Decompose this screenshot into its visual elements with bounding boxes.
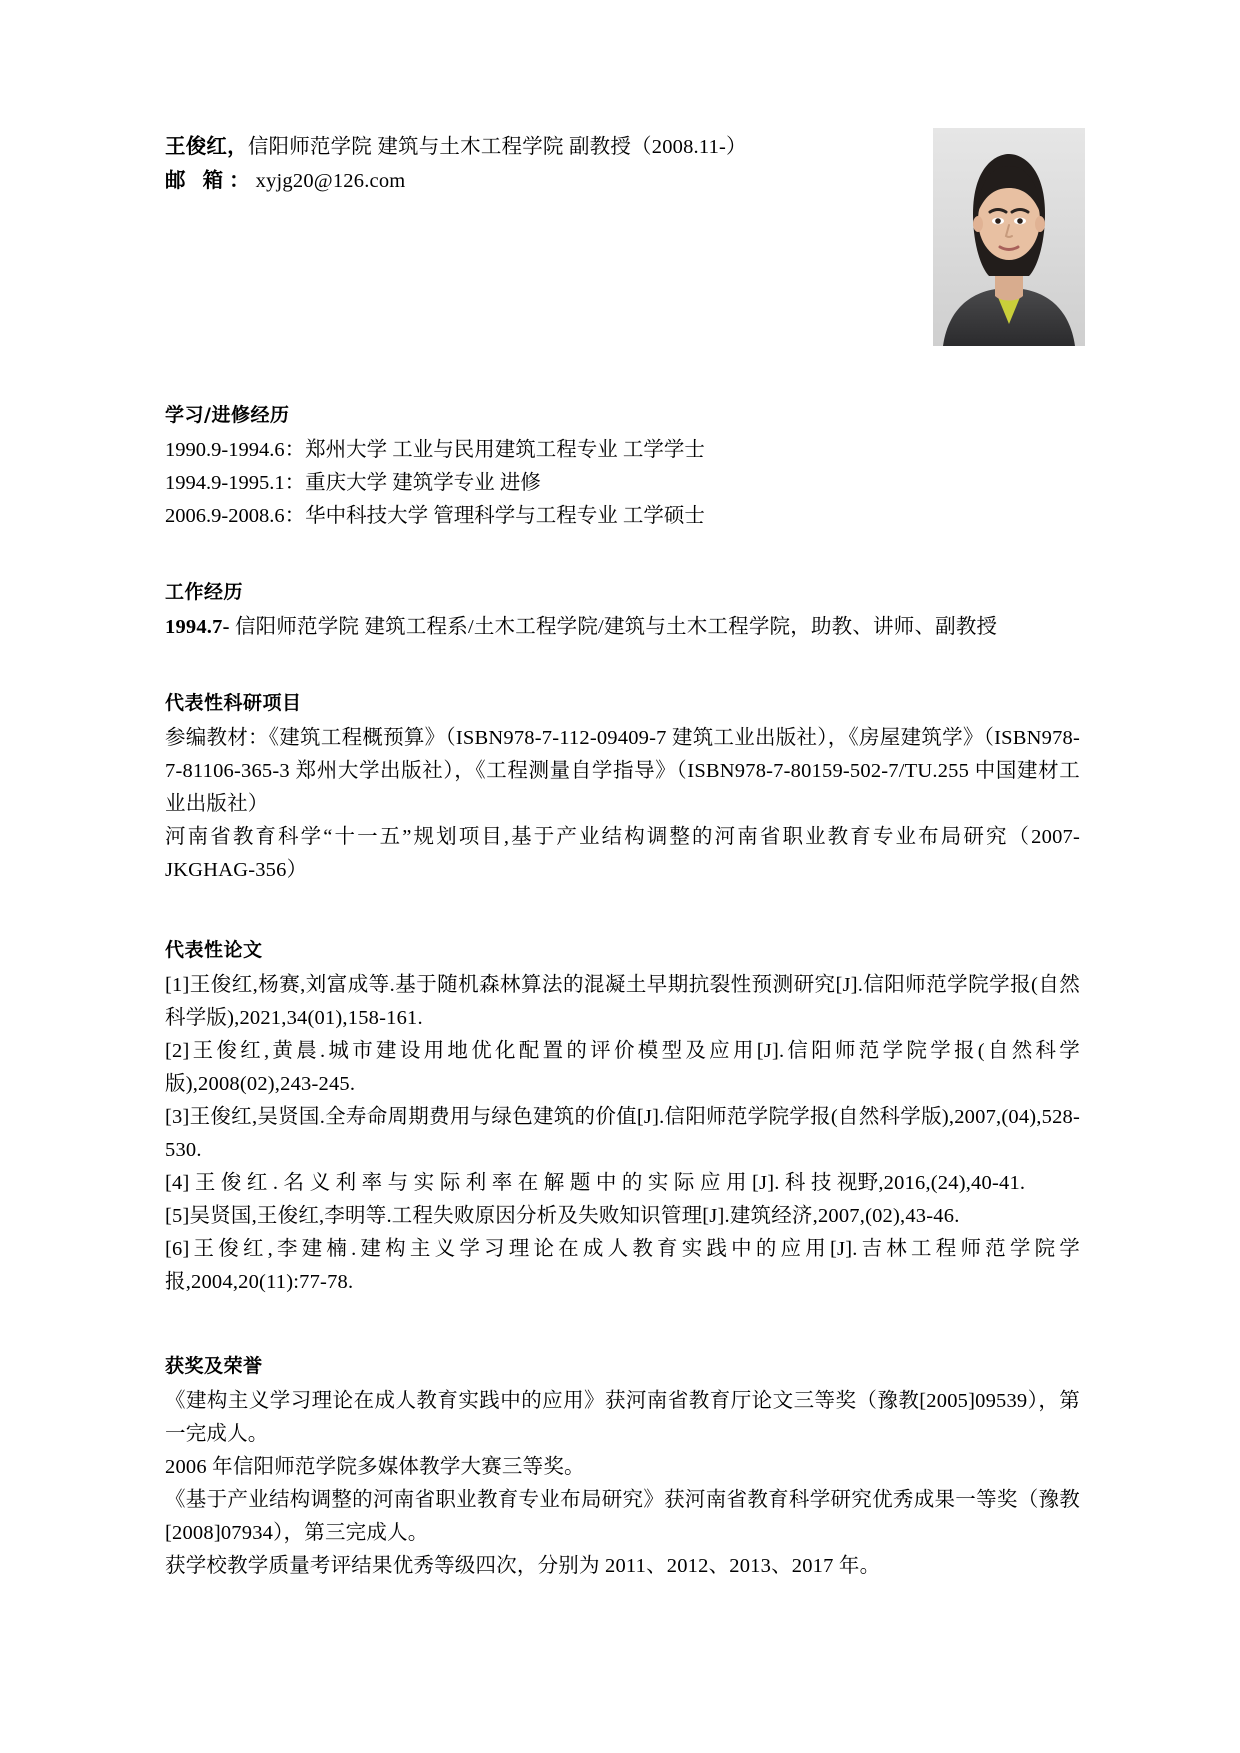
study-item: 1994.9-1995.1：重庆大学 建筑学专业 进修: [165, 472, 541, 494]
person-affiliation: 信阳师范学院 建筑与土木工程学院 副教授（2008.11-）: [247, 136, 747, 158]
paper-item: [4] 王 俊 红 . 名 义 利 率 与 实 际 利 率 在 解 题 中 的 实 际 应 用 [J]. 科 技 视野,2016,(24),40-41.: [165, 1172, 1026, 1194]
section-title-papers: 代表性论文: [165, 939, 263, 961]
section-title-projects: 代表性科研项目: [165, 692, 302, 714]
paper-item: [2]王俊红,黄晨.城市建设用地优化配置的评价模型及应用[J].信阳师范学院学报(自然科学版),2008(02),243-245.: [165, 1040, 1080, 1095]
paper-item: [5]吴贤国,王俊红,李明等.工程失败原因分析及失败知识管理[J].建筑经济,2007,(02),43-46.: [165, 1205, 960, 1227]
section-study: [165, 400, 1080, 533]
section-papers: [165, 935, 1080, 1299]
header-block: [165, 130, 1080, 360]
portrait-photo: [933, 128, 1085, 346]
study-item: 1990.9-1994.6：郑州大学 工业与民用建筑工程专业 工学学士: [165, 439, 705, 461]
section-projects: [165, 688, 1080, 887]
project-item: 河南省教育科学“十一五”规划项目,基于产业结构调整的河南省职业教育专业布局研究（2007-JKGHAG-356）: [165, 826, 1080, 881]
award-item: 获学校教学质量考评结果优秀等级四次，分别为 2011、2012、2013、2017 年。: [165, 1555, 881, 1577]
study-item: 2006.9-2008.6：华中科技大学 管理科学与工程专业 工学硕士: [165, 505, 705, 527]
portrait-illustration: [933, 128, 1085, 346]
work-date: 1994.7-: [165, 616, 230, 638]
award-item: 《基于产业结构调整的河南省职业教育专业布局研究》获河南省教育科学研究优秀成果一等奖（豫教[2008]07934），第三完成人。: [165, 1489, 1080, 1544]
section-work: [165, 577, 1080, 644]
award-item: 2006 年信阳师范学院多媒体教学大赛三等奖。: [165, 1456, 585, 1478]
work-entry: [165, 611, 1080, 644]
person-name: 王俊红，: [165, 136, 248, 158]
paper-item: [6]王俊红,李建楠.建构主义学习理论在成人教育实践中的应用[J].吉林工程师范学院学报,2004,20(11):77-78.: [165, 1238, 1080, 1293]
project-item: 参编教材：《建筑工程概预算》（ISBN978-7-112-09409-7 建筑工业出版社），《房屋建筑学》（ISBN978-7-81106-365-3 郑州大学出版社），《工程测量自学指导》（ISBN978-7-80159-502-7/TU.255 中国建材工业出版社）: [165, 727, 1080, 815]
section-awards: [165, 1351, 1080, 1583]
section-title-study: 学习/进修经历: [165, 404, 290, 426]
section-title-awards: 获奖及荣誉: [165, 1355, 263, 1377]
email-value: xyjg20@126.com: [255, 170, 406, 192]
paper-item: [1]王俊红,杨赛,刘富成等.基于随机森林算法的混凝土早期抗裂性预测研究[J].信阳师范学院学报(自然科学版),2021,34(01),158-161.: [165, 974, 1080, 1029]
award-item: 《建构主义学习理论在成人教育实践中的应用》获河南省教育厅论文三等奖（豫教[2005]09539），第一完成人。: [165, 1390, 1080, 1445]
email-label: 邮 箱：: [165, 170, 256, 192]
work-description: 信阳师范学院 建筑工程系/土木工程学院/建筑与土木工程学院，助教、讲师、副教授: [234, 616, 998, 638]
section-title-work: 工作经历: [165, 581, 244, 603]
paper-item: [3]王俊红,吴贤国.全寿命周期费用与绿色建筑的价值[J].信阳师范学院学报(自然科学版),2007,(04),528-530.: [165, 1106, 1080, 1161]
